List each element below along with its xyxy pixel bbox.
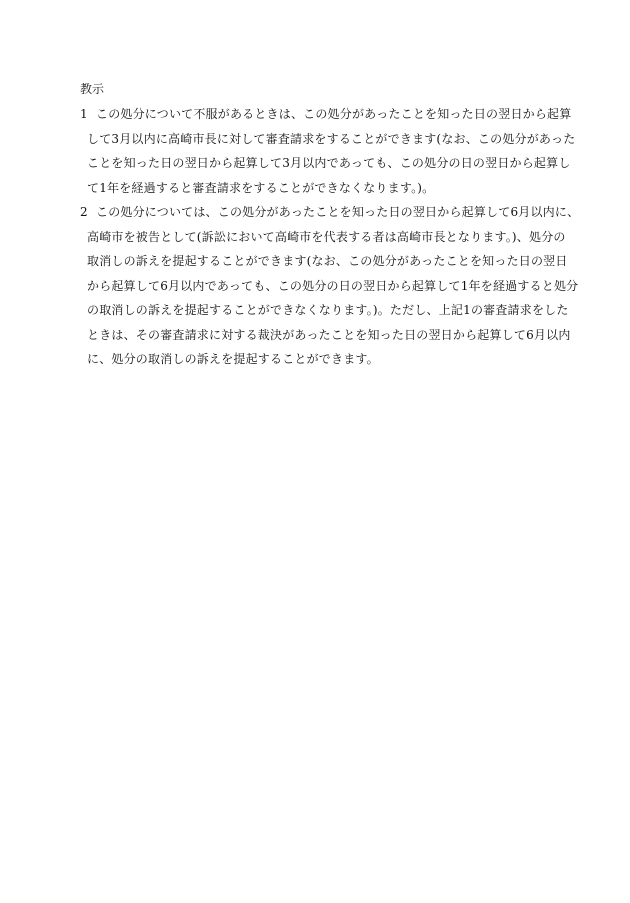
item-line: の取消しの訴えを提起することができなくなります。)。ただし、上記1の審査請求をした [87, 303, 569, 317]
item-line: 取消しの訴えを提起することができます(なお、この処分があったことを知った日の翌日 [87, 254, 568, 268]
item-line: 高崎市を被告として(訴訟において高崎市を代表する者は高崎市長となります。)、処分の [87, 229, 566, 244]
item-line: ことを知った日の翌日から起算して3月以内であっても、この処分の日の翌日から起算し [87, 156, 571, 170]
item-number: 1 [80, 107, 88, 121]
item-line: て1年を経過すると審査請求をすることができなくなります。)。 [87, 180, 435, 195]
item-line: この処分について不服があるときは、この処分があったことを知った日の翌日から起算 [96, 107, 572, 121]
item-line: ときは、その審査請求に対する裁決があったことを知った日の翌日から起算して6月以内 [87, 327, 571, 342]
item-line: この処分については、この処分があったことを知った日の翌日から起算して6月以内に、 [96, 205, 580, 219]
item-number: 2 [80, 205, 88, 219]
document-heading: 教示 [80, 82, 105, 96]
item-line: に、処分の取消しの訴えを提起することができます。 [87, 352, 379, 366]
item-line: から起算して6月以内であっても、この処分の日の翌日から起算して1年を経過すると処分 [87, 278, 579, 293]
item-line: して3月以内に高崎市長に対して審査請求をすることができます(なお、この処分があった [87, 131, 576, 146]
